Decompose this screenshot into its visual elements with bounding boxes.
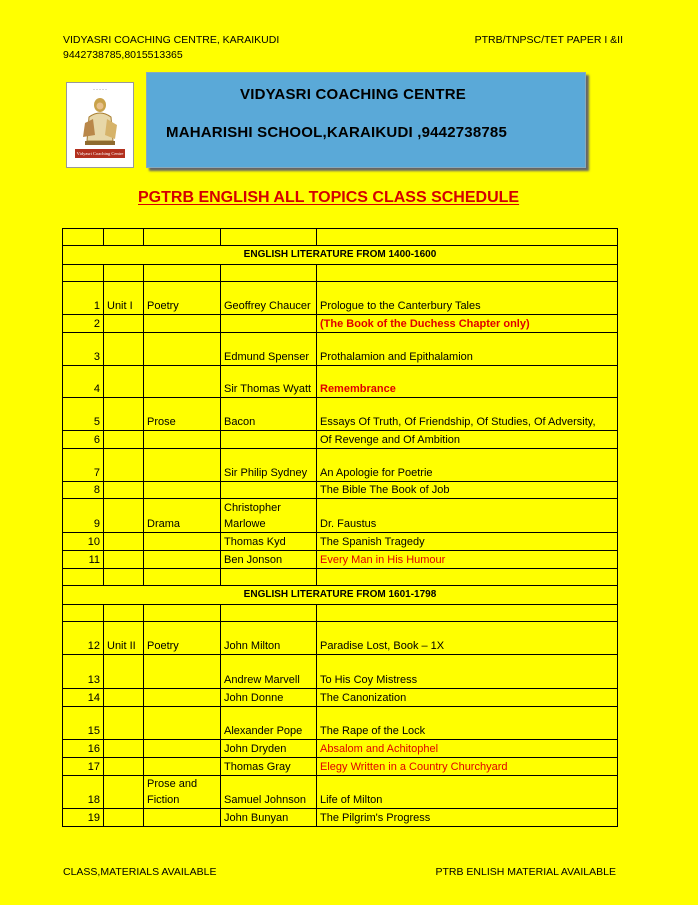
table-row (63, 482, 618, 499)
work-cell: The Bible The Book of Job (317, 482, 618, 499)
logo (66, 82, 134, 168)
table-row (63, 689, 618, 707)
table-row (63, 499, 618, 533)
author-cell: Geoffrey Chaucer (221, 282, 317, 315)
unit-cell (104, 758, 144, 776)
row-number: 7 (63, 449, 104, 482)
author-cell: Thomas Kyd (221, 533, 317, 551)
author-cell: John Milton (221, 622, 317, 655)
table-row (63, 622, 618, 655)
section-row (63, 246, 618, 265)
category-cell (144, 533, 221, 551)
work-cell: An Apologie for Poetrie (317, 449, 618, 482)
row-number: 17 (63, 758, 104, 776)
table-row (63, 809, 618, 827)
category-cell (144, 707, 221, 740)
unit-cell (104, 809, 144, 827)
category-cell: Poetry (144, 622, 221, 655)
work-cell: To His Coy Mistress (317, 655, 618, 689)
saraswati-figure-icon (77, 95, 123, 147)
row-number: 19 (63, 809, 104, 827)
unit-cell (104, 551, 144, 569)
category-cell (144, 366, 221, 398)
category-cell: Poetry (144, 282, 221, 315)
category-cell (144, 689, 221, 707)
row-number: 13 (63, 655, 104, 689)
table-row (63, 605, 618, 622)
work-cell: The Spanish Tragedy (317, 533, 618, 551)
author-cell: John Dryden (221, 740, 317, 758)
table-row (63, 551, 618, 569)
table-row (63, 431, 618, 449)
unit-cell (104, 499, 144, 533)
row-number: 2 (63, 315, 104, 333)
section-row (63, 586, 618, 605)
author-cell: Alexander Pope (221, 707, 317, 740)
work-cell: Paradise Lost, Book – 1X (317, 622, 618, 655)
work-cell: Prologue to the Canterbury Tales (317, 282, 618, 315)
table-row (63, 315, 618, 333)
category-cell: Prose (144, 398, 221, 431)
author-cell: Samuel Johnson (221, 776, 317, 809)
category-cell (144, 655, 221, 689)
table-row (63, 229, 618, 246)
row-number: 15 (63, 707, 104, 740)
category-cell (144, 809, 221, 827)
unit-cell (104, 449, 144, 482)
table-row (63, 707, 618, 740)
category-cell (144, 758, 221, 776)
table-row (63, 282, 618, 315)
category-cell (144, 449, 221, 482)
banner-centre-name: VIDYASRI COACHING CENTRE (240, 86, 466, 103)
footer-left: CLASS,MATERIALS AVAILABLE (63, 866, 217, 878)
table-row (63, 333, 618, 366)
work-cell: Every Man in His Humour (317, 551, 618, 569)
banner-address: MAHARISHI SCHOOL,KARAIKUDI ,9442738785 (166, 124, 508, 141)
author-cell: Sir Philip Sydney (221, 449, 317, 482)
row-number: 3 (63, 333, 104, 366)
row-number: 14 (63, 689, 104, 707)
table-row (63, 533, 618, 551)
author-cell: Christopher Marlowe (221, 499, 317, 533)
category-cell (144, 482, 221, 499)
row-number: 9 (63, 499, 104, 533)
author-cell: John Donne (221, 689, 317, 707)
table-row (63, 366, 618, 398)
category-cell (144, 551, 221, 569)
author-cell: Andrew Marvell (221, 655, 317, 689)
banner (146, 72, 586, 168)
table-row (63, 758, 618, 776)
footer-right: PTRB ENLISH MATERIAL AVAILABLE (435, 866, 616, 878)
author-cell (221, 482, 317, 499)
work-cell: Elegy Written in a Country Churchyard (317, 758, 618, 776)
unit-cell (104, 398, 144, 431)
section-heading-1: ENGLISH LITERATURE FROM 1400-1600 (63, 246, 618, 265)
schedule-table (62, 228, 618, 827)
author-cell: Ben Jonson (221, 551, 317, 569)
table-row (63, 655, 618, 689)
row-number: 5 (63, 398, 104, 431)
work-cell: Dr. Faustus (317, 499, 618, 533)
category-cell (144, 431, 221, 449)
row-number: 4 (63, 366, 104, 398)
category-cell: Drama (144, 499, 221, 533)
table-row (63, 449, 618, 482)
unit-cell (104, 333, 144, 366)
header-centre-name: VIDYASRI COACHING CENTRE, KARAIKUDI (63, 34, 280, 46)
work-cell: Remembrance (317, 366, 618, 398)
unit-cell (104, 707, 144, 740)
table-row (63, 740, 618, 758)
author-cell: Edmund Spenser (221, 333, 317, 366)
author-cell: Bacon (221, 398, 317, 431)
section-heading-2: ENGLISH LITERATURE FROM 1601-1798 (63, 586, 618, 605)
page-title: PGTRB ENGLISH ALL TOPICS CLASS SCHEDULE (138, 189, 520, 206)
header-left (63, 33, 279, 63)
author-cell (221, 315, 317, 333)
unit-cell: Unit I (104, 282, 144, 315)
author-cell: John Bunyan (221, 809, 317, 827)
row-number: 6 (63, 431, 104, 449)
work-cell: Essays Of Truth, Of Friendship, Of Studies, Of Adversity, (317, 398, 618, 431)
header-exam-label: PTRB/TNPSC/TET PAPER I &II (474, 34, 623, 46)
work-cell: Prothalamion and Epithalamion (317, 333, 618, 366)
work-cell: (The Book of the Duchess Chapter only) (317, 315, 618, 333)
unit-cell (104, 776, 144, 809)
work-cell: Of Revenge and Of Ambition (317, 431, 618, 449)
row-number: 16 (63, 740, 104, 758)
unit-cell (104, 431, 144, 449)
table-row (63, 265, 618, 282)
row-number: 1 (63, 282, 104, 315)
work-cell: Life of Milton (317, 776, 618, 809)
work-cell: The Pilgrim's Progress (317, 809, 618, 827)
author-cell (221, 431, 317, 449)
table-row (63, 398, 618, 431)
unit-cell (104, 366, 144, 398)
author-cell: Thomas Gray (221, 758, 317, 776)
row-number: 11 (63, 551, 104, 569)
unit-cell: Unit II (104, 622, 144, 655)
logo-caption: Vidyasri Coaching Centre (76, 151, 124, 156)
category-cell (144, 333, 221, 366)
unit-cell (104, 740, 144, 758)
row-number: 10 (63, 533, 104, 551)
work-cell: The Rape of the Lock (317, 707, 618, 740)
row-number: 8 (63, 482, 104, 499)
unit-cell (104, 482, 144, 499)
category-cell: Prose and Fiction (144, 776, 221, 809)
author-cell: Sir Thomas Wyatt (221, 366, 317, 398)
category-cell (144, 740, 221, 758)
table-row (63, 569, 618, 586)
table-row (63, 776, 618, 809)
unit-cell (104, 689, 144, 707)
work-cell: The Canonization (317, 689, 618, 707)
unit-cell (104, 315, 144, 333)
work-cell: Absalom and Achitophel (317, 740, 618, 758)
header-phones: 9442738785,8015513365 (63, 49, 183, 61)
row-number: 18 (63, 776, 104, 809)
logo-tiny-script: ~ ~ ~ ~ ~ (92, 88, 108, 92)
row-number: 12 (63, 622, 104, 655)
unit-cell (104, 533, 144, 551)
category-cell (144, 315, 221, 333)
unit-cell (104, 655, 144, 689)
